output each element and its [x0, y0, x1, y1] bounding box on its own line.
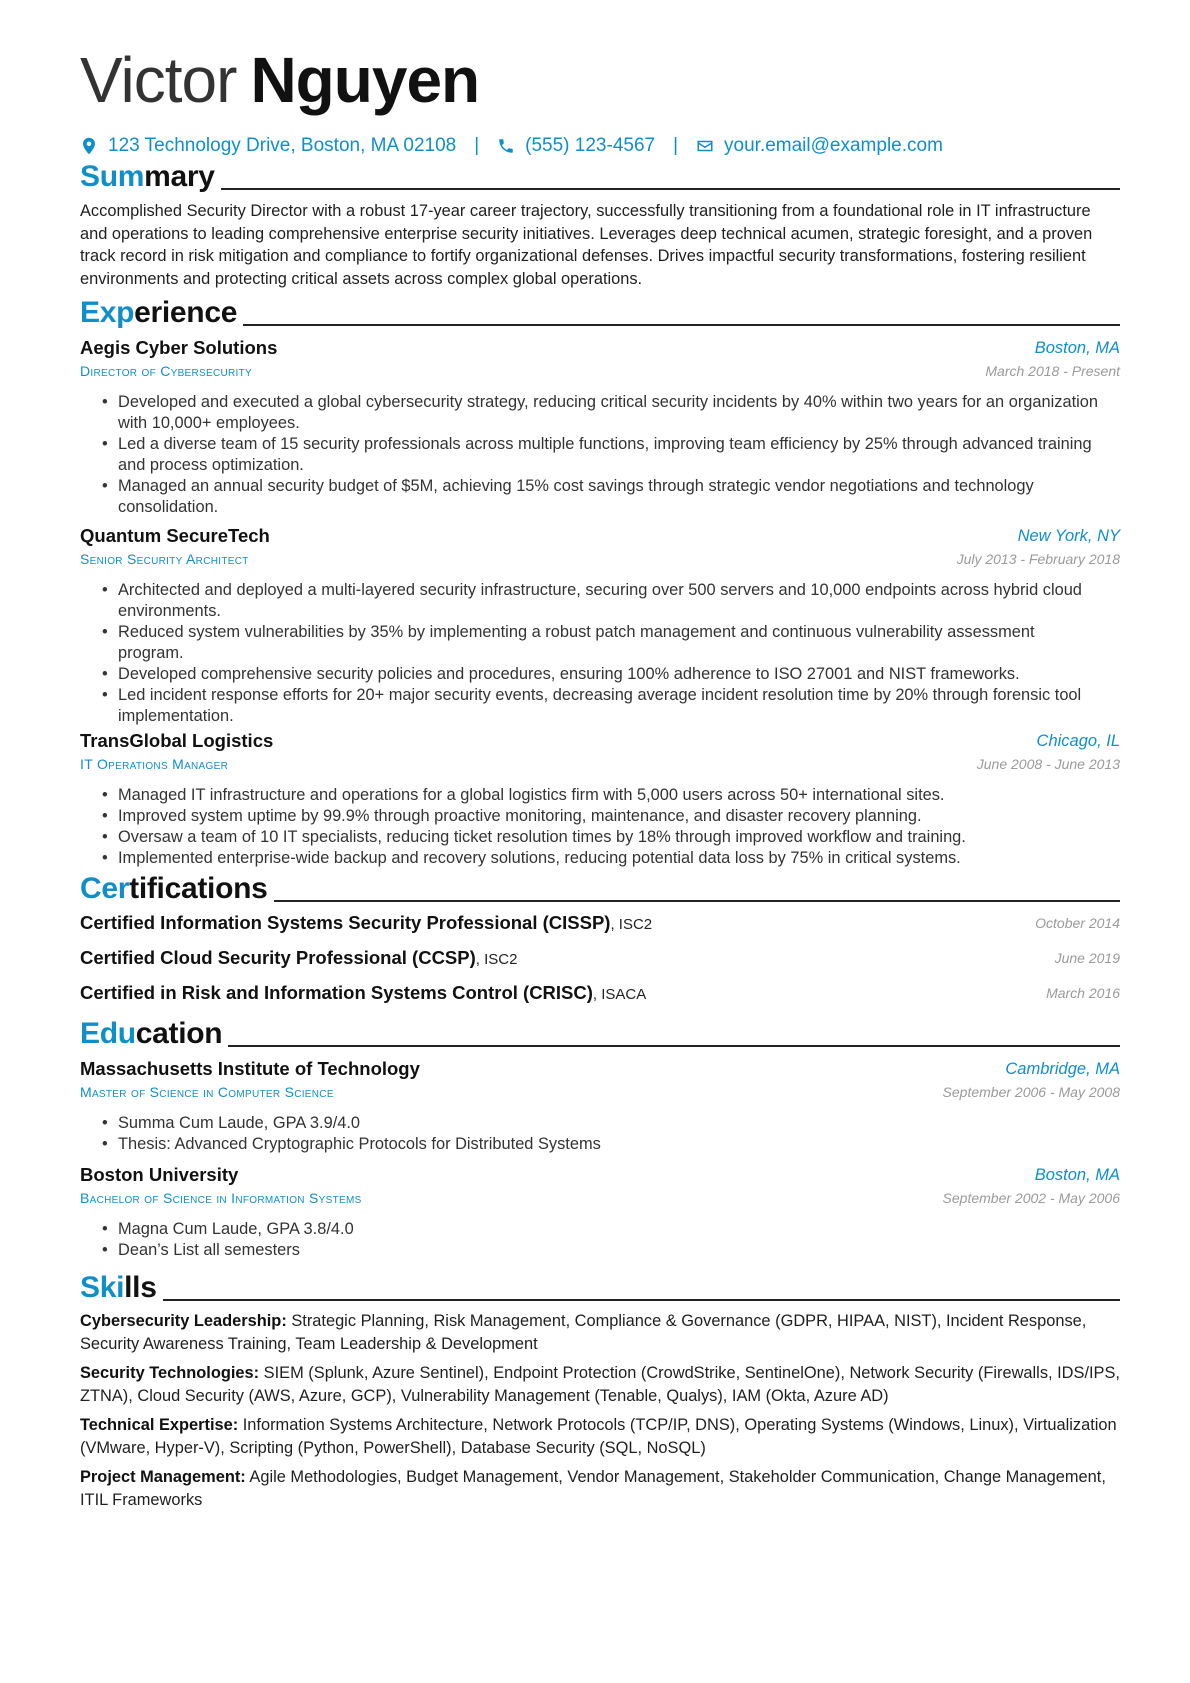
first-name: Victor: [80, 44, 237, 116]
summary-text: Accomplished Security Director with a robust 17-year career trajectory, successfully transitioning from a foundational role in IT infrastructure and operations to leading comprehensive enterprise security initiatives. Leverages deep technical acumen, strategic foresight, and a proven track record in risk mitigation and compliance to fortify organizational defenses. Drives impactful security transformations, fostering resilient environments and protecting critical assets across complex global operations.: [80, 202, 1093, 288]
certification-item: [80, 909, 1120, 937]
job-bullets: [100, 392, 1100, 518]
certification-item: [80, 979, 1120, 1007]
skill-label: Security Technologies:: [80, 1364, 260, 1382]
bullet-item: • Dean’s List all semesters: [100, 1240, 1100, 1261]
bullet-item: • Magna Cum Laude, GPA 3.8/4.0: [100, 1219, 1100, 1240]
bullet-item: • Developed and executed a global cybersecurity strategy, reducing critical security incidents by 40% within two years for an organization with 10,000+ employees.: [100, 392, 1100, 434]
education-bullets: [100, 1219, 1100, 1261]
bullet-item: • Managed IT infrastructure and operations for a global logistics firm with 5,000 users across 50+ international sites.: [100, 785, 1100, 806]
certification-issuer: , ISACA: [592, 986, 647, 1003]
section-rule: [274, 900, 1120, 902]
section-title-certifications: Certifications: [80, 872, 268, 905]
skill-list: Strategic Planning, Risk Management, Compliance & Governance (GDPR, HIPAA, NIST), Incident Response, Security Awareness Training, Team Leadership & Development: [80, 1312, 1087, 1353]
contact-separator: |: [673, 135, 679, 156]
map-pin-icon: [80, 137, 98, 155]
experience-entry: [80, 729, 1120, 867]
education-bullets: [100, 1113, 1100, 1155]
job-title: IT Operations Manager: [80, 756, 229, 772]
address-text: 123 Technology Drive, Boston, MA 02108: [108, 135, 457, 156]
certification-issuer: , ISC2: [610, 916, 653, 933]
bullet-item: • Led a diverse team of 15 security professionals across multiple functions, improving team efficiency by 25% through advanced training and process optimization.: [100, 434, 1100, 476]
degree-title: Master of Science in Computer Science: [80, 1084, 334, 1100]
job-bullets: [100, 580, 1100, 727]
skill-group: [80, 1414, 1120, 1459]
certification-name: Certified in Risk and Information Systems Control (CRISC): [80, 982, 593, 1003]
job-title: Director of Cybersecurity: [80, 363, 252, 379]
skill-list: Information Systems Architecture, Network Protocols (TCP/IP, DNS), Operating Systems (Windows, Linux), Virtualization (VMware, Hyper-V), Scripting (Python, PowerShell), Database Security (SQL, NoSQL): [80, 1416, 1117, 1457]
experience-entry: [80, 524, 1120, 725]
section-rule: [163, 1299, 1120, 1301]
skill-list: Agile Methodologies, Budget Management, Vendor Management, Stakeholder Communication, Change Management, ITIL Frameworks: [80, 1468, 1106, 1509]
skill-label: Project Management:: [80, 1468, 246, 1486]
skill-label: Cybersecurity Leadership:: [80, 1312, 287, 1330]
contact-email[interactable]: [696, 135, 943, 157]
bullet-item: • Managed an annual security budget of $5M, achieving 15% cost savings through strategic vendor negotiations and technology consolidation.: [100, 476, 1100, 518]
bullet-item: • Summa Cum Laude, GPA 3.9/4.0: [100, 1113, 1100, 1134]
phone-text: (555) 123-4567: [525, 135, 656, 156]
job-location: New York, NY: [1017, 527, 1120, 545]
phone-icon: [497, 137, 515, 155]
bullet-item: • Led incident response efforts for 20+ major security events, decreasing average incident resolution time by 20% through forensic tool implementation.: [100, 685, 1100, 727]
bullet-item: • Reduced system vulnerabilities by 35% by implementing a robust patch management and continuous vulnerability assessment program.: [100, 622, 1100, 664]
section-title-skills: Skills: [80, 1271, 157, 1304]
envelope-icon: [696, 137, 714, 155]
school-location: Cambridge, MA: [1005, 1060, 1120, 1078]
section-education: [80, 1012, 1120, 1052]
skill-group: [80, 1362, 1120, 1407]
job-dates: March 2018 - Present: [985, 363, 1120, 379]
employer-name: TransGlobal Logistics: [80, 730, 274, 751]
education-entry: [80, 1163, 1120, 1259]
job-location: Chicago, IL: [1036, 732, 1120, 750]
last-name: Nguyen: [250, 44, 480, 116]
certification-item: [80, 944, 1120, 972]
contact-phone[interactable]: [497, 135, 655, 157]
school-name: Massachusetts Institute of Technology: [80, 1058, 420, 1079]
study-dates: September 2002 - May 2006: [942, 1190, 1120, 1206]
section-certifications: [80, 867, 1120, 907]
bullet-item: • Implemented enterprise-wide backup and recovery solutions, reducing potential data loss by 75% in critical systems.: [100, 848, 1100, 869]
bullet-item: • Developed comprehensive security policies and procedures, ensuring 100% adherence to ISO 27001 and NIST frameworks.: [100, 664, 1100, 685]
bullet-item: • Improved system uptime by 99.9% through proactive monitoring, maintenance, and disaster recovery planning.: [100, 806, 1100, 827]
certification-date: June 2019: [1054, 950, 1120, 966]
job-title: Senior Security Architect: [80, 551, 249, 567]
job-dates: June 2008 - June 2013: [976, 756, 1120, 772]
section-rule: [221, 188, 1120, 190]
contact-address: [80, 135, 456, 157]
contact-separator: |: [474, 135, 480, 156]
certification-date: March 2016: [1046, 985, 1120, 1001]
study-dates: September 2006 - May 2008: [942, 1084, 1120, 1100]
section-title-education: Education: [80, 1017, 223, 1050]
section-summary: [80, 155, 1120, 195]
job-location: Boston, MA: [1034, 339, 1120, 357]
email-link[interactable]: your.email@example.com: [724, 135, 943, 156]
school-location: Boston, MA: [1034, 1166, 1120, 1184]
section-rule: [228, 1045, 1120, 1047]
section-skills: [80, 1266, 1120, 1306]
skill-list: SIEM (Splunk, Azure Sentinel), Endpoint Protection (CrowdStrike, SentinelOne), Network Security (Firewalls, IDS/IPS, ZTNA), Cloud Security (AWS, Azure, GCP), Vulnerability Management (Tenable, Qualys), IAM (Okta, Azure AD): [80, 1364, 1120, 1405]
bullet-item: • Architected and deployed a multi-layered security infrastructure, securing over 500 servers and 10,000 endpoints across hybrid cloud environments.: [100, 580, 1100, 622]
job-dates: July 2013 - February 2018: [956, 551, 1120, 567]
employer-name: Aegis Cyber Solutions: [80, 337, 278, 358]
section-title-summary: Summary: [80, 160, 215, 193]
certification-name: Certified Information Systems Security Professional (CISSP): [80, 912, 611, 933]
employer-name: Quantum SecureTech: [80, 525, 270, 546]
certification-name: Certified Cloud Security Professional (CCSP): [80, 947, 476, 968]
education-entry: [80, 1057, 1120, 1153]
school-name: Boston University: [80, 1164, 239, 1185]
certification-date: October 2014: [1035, 915, 1120, 931]
degree-title: Bachelor of Science in Information Systems: [80, 1190, 362, 1206]
skill-label: Technical Expertise:: [80, 1416, 239, 1434]
section-rule: [243, 324, 1120, 326]
section-title-experience: Experience: [80, 296, 238, 329]
candidate-name: [80, 40, 479, 120]
bullet-item: • Thesis: Advanced Cryptographic Protocols for Distributed Systems: [100, 1134, 1100, 1155]
job-bullets: [100, 785, 1100, 869]
certification-issuer: , ISC2: [475, 951, 518, 968]
experience-entry: [80, 336, 1120, 516]
skill-group: [80, 1466, 1120, 1511]
bullet-item: • Oversaw a team of 10 IT specialists, reducing ticket resolution times by 18% through improved workflow and training.: [100, 827, 1100, 848]
section-experience: [80, 291, 1120, 331]
skill-group: [80, 1310, 1120, 1355]
